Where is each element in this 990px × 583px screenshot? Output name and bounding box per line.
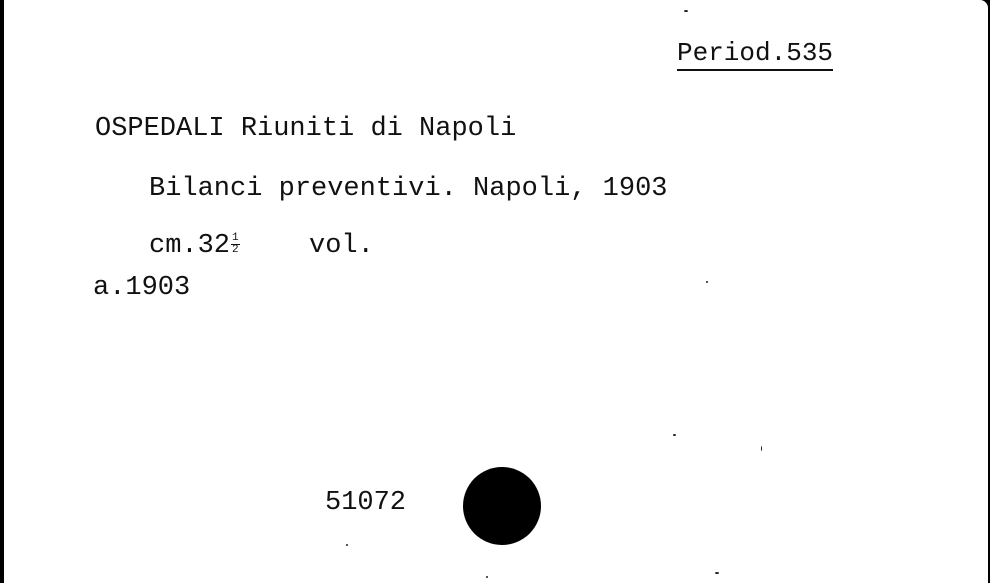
title-line: Bilanci preventivi. Napoli, 1903	[149, 174, 668, 204]
heading: OSPEDALI Riuniti di Napoli	[95, 114, 517, 144]
speck	[486, 576, 488, 578]
holdings: a.1903	[93, 273, 191, 303]
speck	[715, 572, 719, 574]
punch-hole	[463, 467, 541, 545]
speck	[706, 281, 708, 283]
fraction-denominator: 2	[232, 244, 239, 257]
speck	[761, 446, 762, 451]
size-value	[149, 233, 240, 260]
speck	[346, 544, 348, 546]
speck	[684, 10, 688, 12]
accession-number: 51072	[325, 488, 407, 518]
call-number: Period.535	[677, 40, 833, 71]
speck	[673, 434, 676, 436]
size-fraction	[231, 233, 240, 256]
catalog-card	[4, 0, 988, 583]
size-prefix: cm.32	[149, 231, 231, 261]
fraction-numerator: 1	[232, 232, 239, 245]
volume-label: vol.	[309, 231, 374, 261]
